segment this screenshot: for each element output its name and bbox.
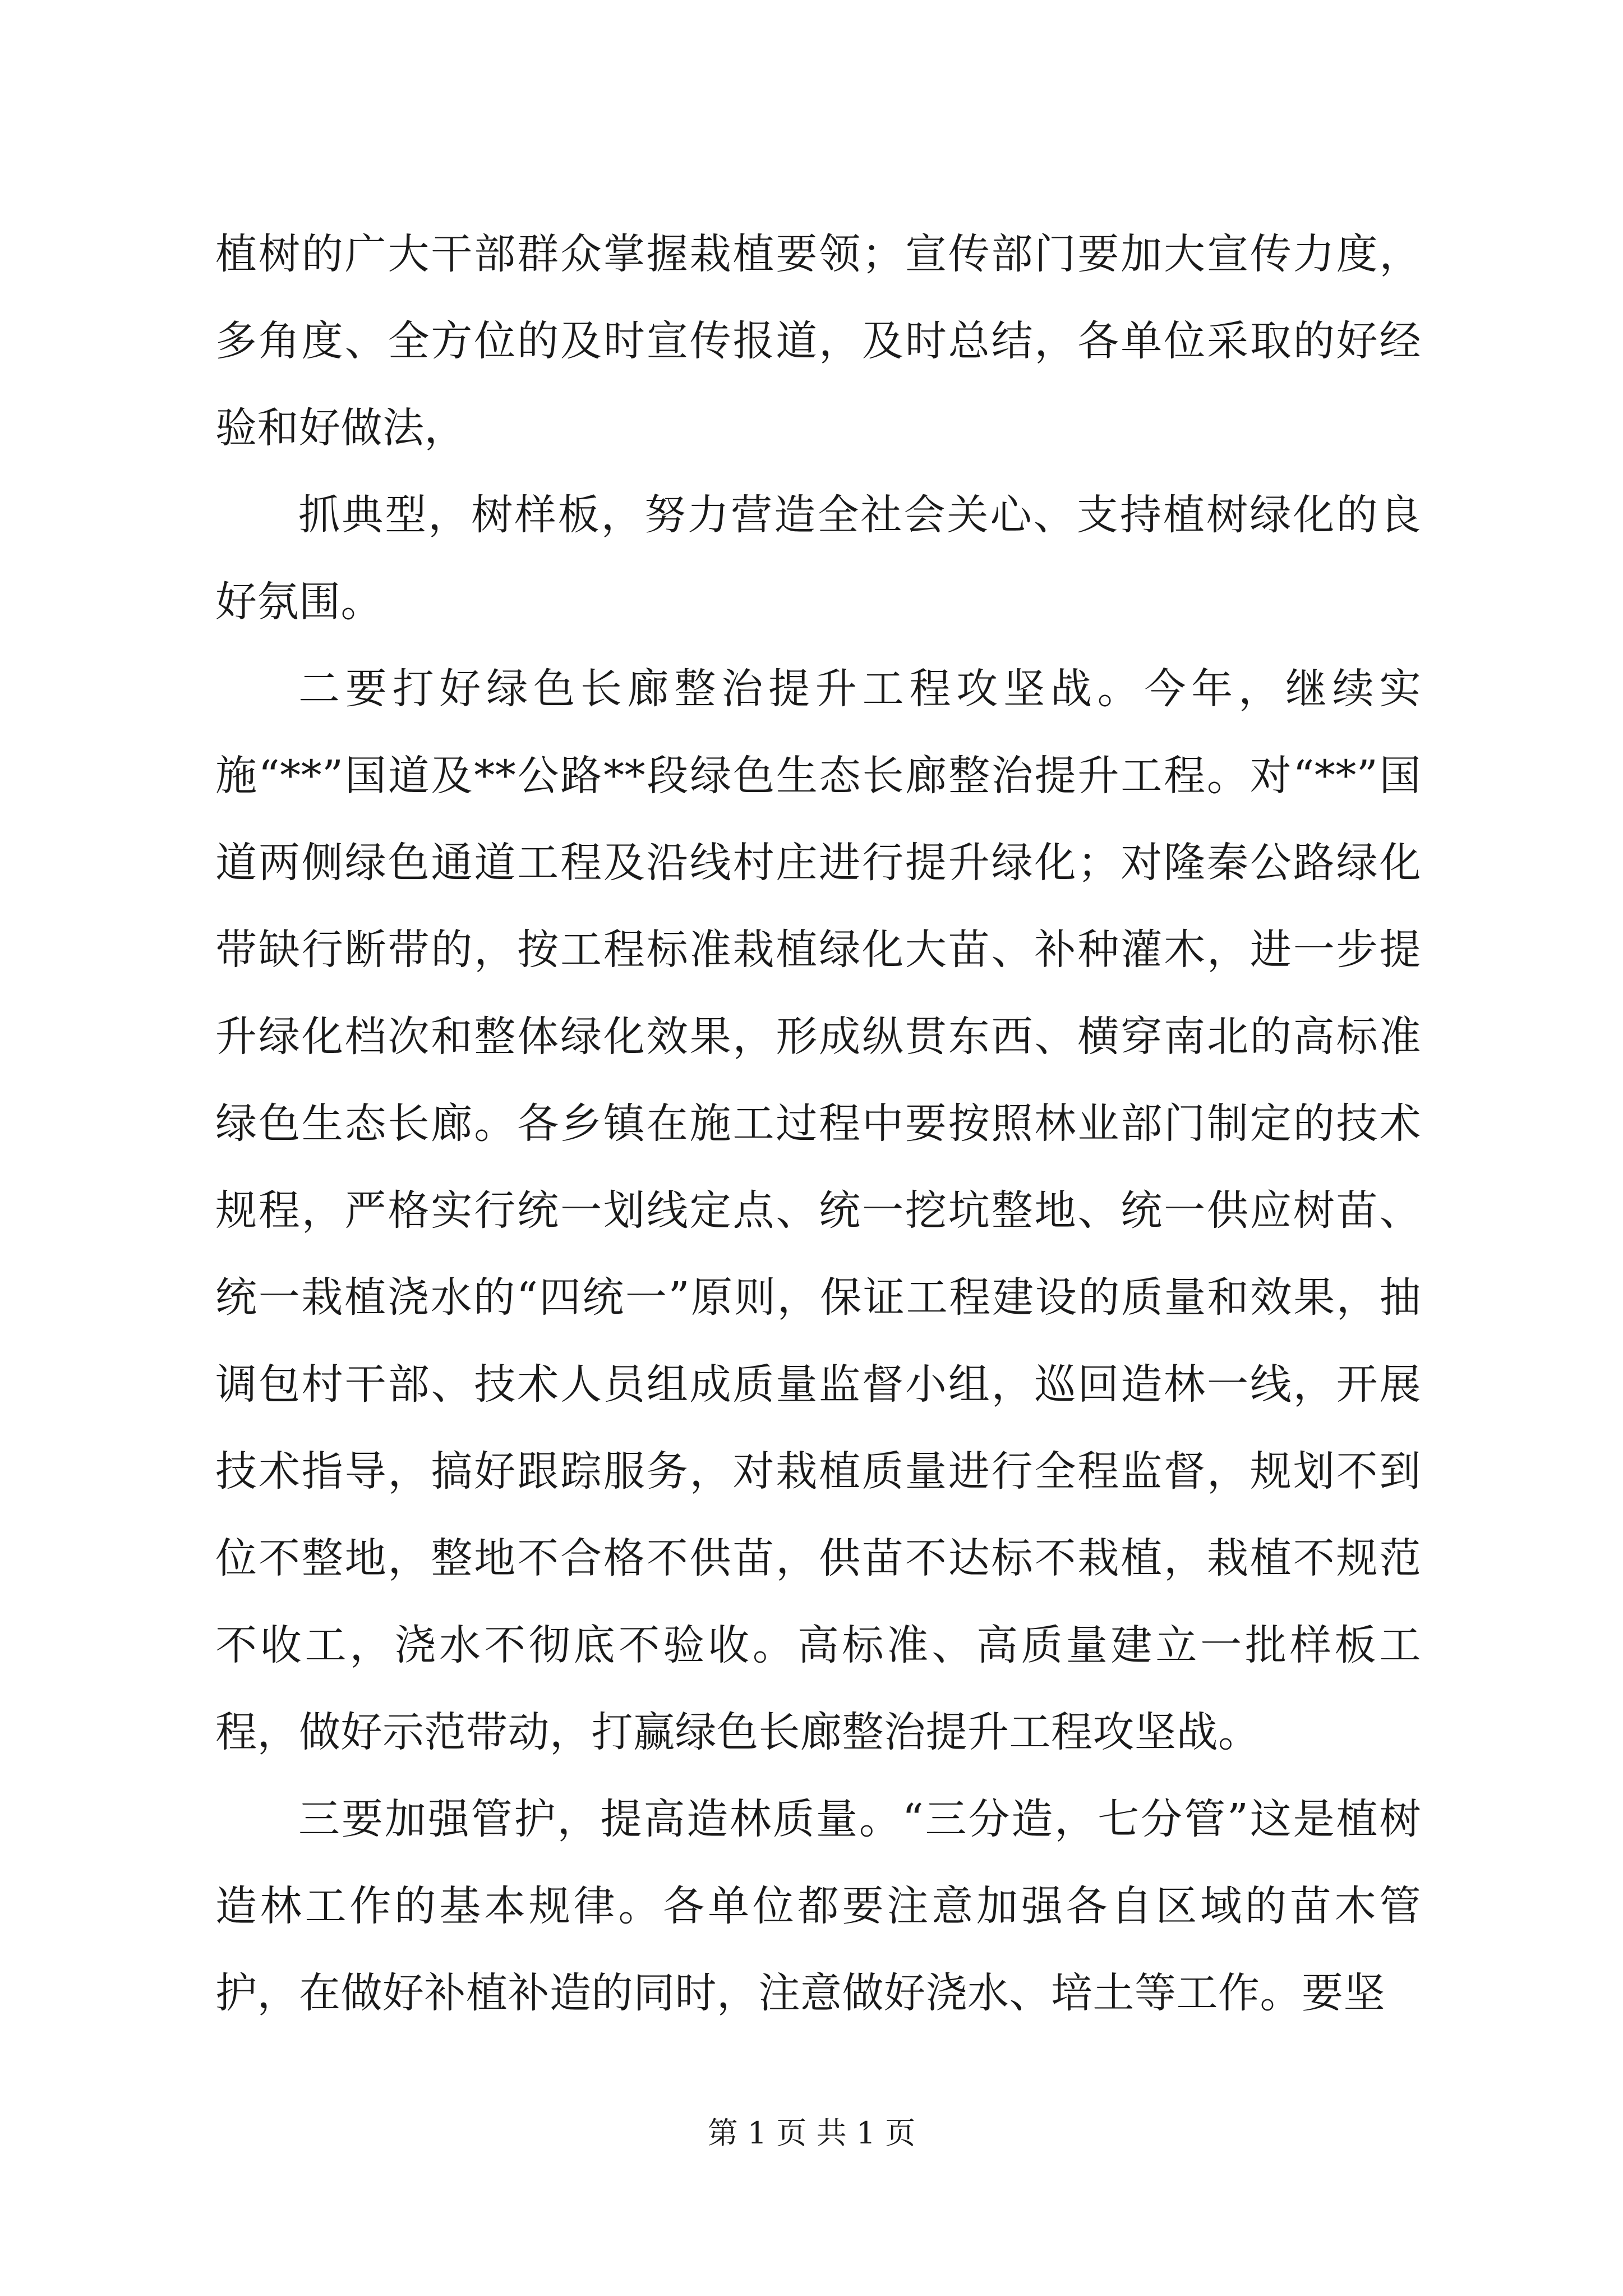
paragraph-3: 二要打好绿色长廊整治提升工程攻坚战。今年，继续实施“**”国道及**公路**段绿色生态长廊整治提升工程。对“**”国道两侧绿色通道工程及沿线村庄进行提升绿化；对隆秦公路绿化带缺行断带的，按工程标准栽植绿化大苗、补种灌木，进一步提升绿化档次和整体绿化效果，形成纵贯东西、横穿南北的高标准绿色生态长廊。各乡镇在施工过程中要按照林业部门制定的技术规程，严格实行统一划线定点、统一挖坑整地、统一供应树苗、统一栽植浇水的“四统一”原则，保证工程建设的质量和效果，抽调包村干部、技术人员组成质量监督小组，巡回造林一线，开展技术指导，搞好跟踪服务，对栽植质量进行全程监督，规划不到位不整地，整地不合格不供苗，供苗不达标不栽植，栽植不规范不收工，浇水不彻底不验收。高标准、高质量建立一批样板工程，做好示范带动，打赢绿色长廊整治提升工程攻坚战。 (215, 665, 1421, 1756)
page-footer: 第 1 页 共 1 页 (707, 2115, 916, 2151)
document-body (215, 211, 1421, 2037)
paragraph-2: 抓典型，树样板，努力营造全社会关心、支持植树绿化的良好氛围。 (215, 491, 1421, 626)
paragraph-4: 三要加强管护，提高造林质量。“三分造，七分管”这是植树造林工作的基本规律。各单位都要注意加强各自区域的苗木管护，在做好补植补造的同时，注意做好浇水、培土等工作。要坚 (215, 1795, 1421, 2017)
paragraph-1: 植树的广大干部群众掌握栽植要领；宣传部门要加大宣传力度，多角度、全方位的及时宣传报道，及时总结，各单位采取的好经验和好做法， (215, 230, 1421, 452)
